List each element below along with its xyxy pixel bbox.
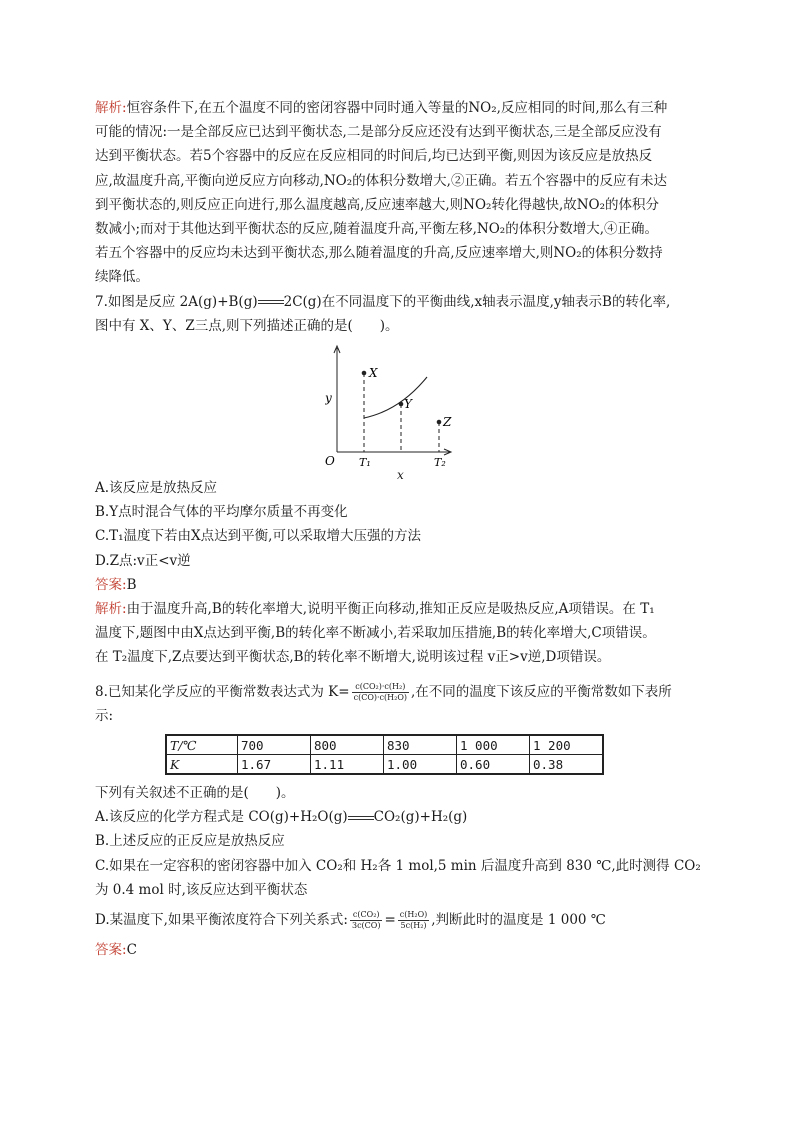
table-cell: 0.60 [457,755,530,775]
option-d: D.某温度下,如果平衡浓度符合下列关系式: [95,912,348,929]
answer-value: B [126,576,137,593]
point-x [362,371,367,376]
x-axis-label: x [397,468,404,483]
table-row [166,755,603,775]
analysis-text-line: 应,故温度升高,平衡向逆反应方向移动,NO₂的体积分数增大,②正确。若五个容器中的反应有未达 [95,172,667,189]
equilibrium-arrow-icon [258,299,284,305]
fraction-numerator: c(H₂O) [399,910,428,920]
table-cell: 1.00 [384,755,457,775]
question-stem: 示: [95,707,114,724]
question-prompt: 下列有关叙述不正确的是( )。 [95,785,295,802]
analysis-text-line: 在 T₂温度下,Z点要达到平衡状态,B的转化率不断增大,说明该过程 v正>v逆,D项错误。 [95,649,611,666]
table-cell: 800 [311,735,384,755]
k-denominator: c(CO)·c(H₂O) [353,692,408,702]
option-c: C.如果在一定容积的密闭容器中加入 CO₂和 H₂各 1 mol,5 min 后温度升高到 830 ℃,此时测得 CO₂ [95,857,701,874]
equilibrium-curve-figure [95,344,705,483]
fraction-denominator: 3c(CO) [351,921,381,931]
option-b: B.上述反应的正反应是放热反应 [95,833,285,850]
d-fraction-right [398,910,429,931]
point-y-label: Y [404,397,412,412]
question-stem: 2C(g)在不同温度下的平衡曲线,x轴表示温度,y轴表示B的转化率, [283,293,671,310]
table-cell: 700 [238,735,311,755]
analysis-text-line: 续降低。 [95,269,149,286]
analysis-q6 [95,96,705,290]
analysis-text-line: 恒容条件下,在五个温度不同的密闭容器中同时通入等量的NO₂,反应相同的时间,那么有三种 [126,100,668,116]
point-y [399,402,404,407]
analysis-text-line: 可能的情况:一是全部反应已达到平衡状态,二是部分反应还没有达到平衡状态,三是全部反应没有 [95,124,662,141]
point-x-label: X [369,366,378,381]
point-z [437,420,442,425]
k-expression-fraction [352,682,409,703]
origin-label: O [325,454,335,469]
equals-sign: = [384,912,396,929]
option-a: A.该反应是放热反应 [95,480,218,497]
answer-label: 答案: [95,942,127,959]
question-stem: 已知某化学反应的平衡常数表达式为 K= [107,683,350,700]
equilibrium-curve [364,377,427,418]
option-b: B.Y点时混合气体的平均摩尔质量不再变化 [95,504,348,521]
k-numerator: c(CO₂)·c(H₂) [352,682,409,693]
question-stem: 如图是反应 2A(g)+B(g) [107,293,258,310]
t2-label: T₂ [434,456,446,470]
d-fraction-left [350,910,383,931]
analysis-text-line: 数减小;而对于其他达到平衡状态的反应,随着温度升高,平衡左移,NO₂的体积分数增大,④正确。 [95,221,659,238]
table-cell: 830 [384,735,457,755]
table-cell: 0.38 [530,755,604,775]
option-c-continued: 为 0.4 mol 时,该反应达到平衡状态 [95,881,308,898]
analysis-text-line: 温度下,题图中由X点达到平衡,B的转化率不断减小,若采取加压措施,B的转化率增大,C项错误。 [95,625,656,642]
table-row [166,735,603,755]
analysis-text-line: 若五个容器中的反应均未达到平衡状态,那么随着温度的升高,反应速率增大,则NO₂的体积分数持 [95,245,663,262]
fraction-numerator: c(CO₂) [350,910,383,921]
question-7 [95,290,705,670]
answer-label: 答案: [95,576,127,593]
equilibrium-arrow-icon [348,815,374,821]
option-a-products: CO₂(g)+H₂(g) [373,809,468,826]
table-cell: 1 000 [457,735,530,755]
document-page [95,96,705,962]
analysis-label: 解析: [95,601,127,618]
equilibrium-constant-table [165,734,604,775]
option-d: D.Z点:v正<v逆 [95,552,191,569]
table-cell: 1 200 [530,735,604,755]
table-header-cell: T/℃ [166,735,238,755]
option-c: C.T₁温度下若由X点达到平衡,可以采取增大压强的方法 [95,528,421,545]
question-number: 8. [95,683,108,700]
question-8 [95,680,705,963]
y-axis-label: y [325,391,332,406]
option-d-continued: ,判断此时的温度是 1 000 ℃ [431,912,606,929]
fraction-denominator: 5c(H₂) [400,921,427,931]
answer-value: C [126,942,137,959]
t1-label: T₁ [359,456,371,470]
analysis-text-line: 由于温度升高,B的转化率增大,说明平衡正向移动,推知正反应是吸热反应,A项错误。在 T₁ [126,601,655,618]
point-z-label: Z [443,415,452,430]
table-cell: 1.11 [311,755,384,775]
analysis-text-line: 到平衡状态的,则反应正向进行,那么温度越高,反应速率越大,则NO₂转化得越快,故NO₂的体积分 [95,196,660,213]
analysis-text-line: 达到平衡状态。若5个容器中的反应在反应相同的时间后,均已达到平衡,则因为该反应是放热反 [95,148,653,165]
question-stem: 图中有 X、Y、Z三点,则下列描述正确的是( )。 [95,317,399,334]
option-a: A.该反应的化学方程式是 CO(g)+H₂O(g) [95,809,348,826]
analysis-label: 解析: [95,100,127,116]
question-stem: ,在不同的温度下该反应的平衡常数如下表所 [411,683,672,700]
question-number: 7. [95,293,108,310]
table-cell: 1.67 [238,755,311,775]
table-header-cell: K [166,755,238,775]
equilibrium-curve-svg [325,344,455,469]
